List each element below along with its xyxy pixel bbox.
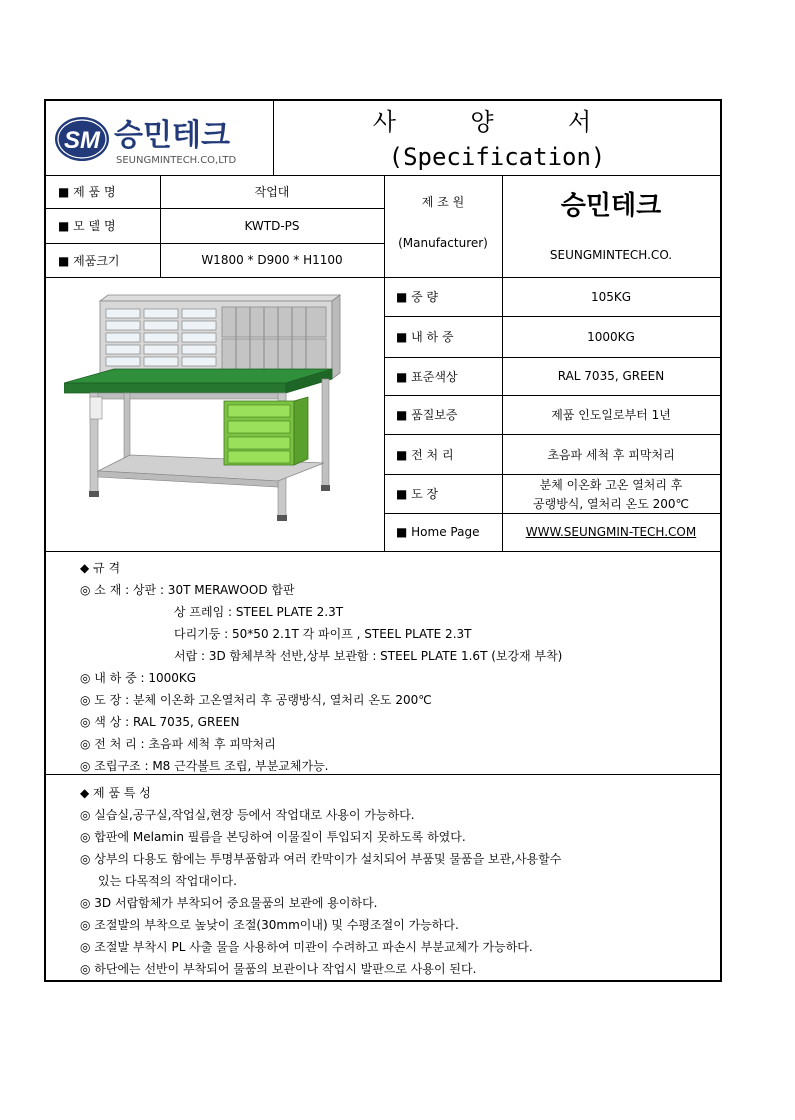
spec-line-color: ◎ 색 상 : RAL 7035, GREEN — [80, 715, 240, 729]
spec-line-legs: 다리기둥 : 50*50 2.1T 각 파이프 , STEEL PLATE 2.3T — [174, 627, 472, 641]
spec-value-load: 1000KG — [587, 329, 635, 344]
feature-line: ◎ 합판에 Melamin 필름을 본딩하여 이물질이 투입되지 못하도록 하였다. — [80, 830, 466, 844]
workbench-image — [64, 291, 374, 531]
spec-section-heading: ◆ 규 격 — [80, 561, 121, 575]
size-value: W1800 * D900 * H1100 — [201, 253, 343, 267]
feature-line: ◎ 조절발의 부착으로 높낮이 조절(30mm이내) 및 수평조절이 가능하다. — [80, 918, 459, 932]
spec-value-weight: 105KG — [590, 289, 632, 304]
spec-label-load: ■ 내 하 중 — [396, 330, 454, 344]
spec-line-assembly: ◎ 조립구조 : M8 근각볼트 조립, 부분교체가능. — [80, 759, 329, 773]
product-name-label: ■ 제 품 명 — [58, 185, 116, 199]
manufacturer-label: 제 조 원 — [421, 194, 465, 209]
spec-label-color: ■ 표준색상 — [396, 369, 458, 384]
feature-line: ◎ 3D 서랍함체가 부착되어 중요물품의 보관에 용이하다. — [80, 896, 378, 910]
svg-text:SM: SM — [64, 127, 100, 154]
size-label: ■ 제품크기 — [58, 253, 120, 268]
spec-line-pretreat: ◎ 전 처 리 : 초음파 세척 후 피막처리 — [80, 737, 276, 751]
manufacturer-label-en: (Manufacturer) — [398, 236, 488, 250]
spec-line-load: ◎ 내 하 중 : 1000KG — [80, 671, 197, 685]
features-heading: ◆ 제 품 특 성 — [80, 786, 151, 800]
svg-text:승민테크: 승민테크 — [114, 118, 230, 153]
manufacturer-name: 승민테크 — [560, 190, 662, 221]
divider — [46, 774, 720, 775]
spec-value-pretreat: 초음파 세척 후 피막처리 — [547, 447, 675, 462]
spec-value-coating-1: 분체 이온화 고온 열처리 후 — [539, 477, 683, 492]
title-english: (Specification) — [388, 143, 606, 171]
spec-line-frame: 상 프레임 : STEEL PLATE 2.3T — [174, 605, 344, 619]
spec-line-coating: ◎ 도 장 : 분체 이온화 고온열처리 후 공랭방식, 열처리 온도 200℃ — [80, 693, 432, 707]
spec-label-weight: ■ 중 량 — [396, 290, 439, 304]
manufacturer-name-en: SEUNGMINTECH.CO. — [549, 248, 673, 262]
title-korean: 사 양 서 — [372, 107, 622, 136]
feature-line: ◎ 조절발 부착시 PL 사출 물을 사용하여 미관이 수려하고 파손시 부분교체가 가능하다. — [80, 940, 533, 954]
feature-line: ◎ 하단에는 선반이 부착되어 물품의 보관이나 작업시 발판으로 사용이 된다. — [80, 962, 477, 976]
svg-text:SEUNGMINTECH.CO,LTD: SEUNGMINTECH.CO,LTD — [116, 155, 237, 166]
spec-label-coating: ■ 도 장 — [396, 487, 439, 501]
company-logo — [52, 109, 272, 169]
product-name-value: 작업대 — [254, 185, 290, 199]
spec-value-warranty: 제품 인도일로부터 1년 — [551, 408, 671, 422]
divider — [46, 551, 720, 552]
spec-value-color: RAL 7035, GREEN — [557, 369, 665, 383]
spec-value-coating-2: 공랭방식, 열처리 온도 200℃ — [533, 497, 689, 511]
spec-sheet — [44, 99, 722, 982]
spec-label-warranty: ■ 품질보증 — [396, 408, 458, 422]
model-name-value: KWTD-PS — [244, 218, 300, 233]
spec-label-pretreat: ■ 전 처 리 — [396, 447, 454, 462]
spec-line-drawer: 서랍 : 3D 함체부착 선반,상부 보관함 : STEEL PLATE 1.6T (보강재 부착) — [174, 649, 563, 663]
feature-line: 있는 다목적의 작업대이다. — [98, 874, 237, 888]
feature-line: ◎ 실습실,공구실,작업실,현장 등에서 작업대로 사용이 가능하다. — [80, 808, 415, 822]
spec-label-homepage: ■ Home Page — [396, 525, 480, 539]
spec-line-material: ◎ 소 재 : 상판 : 30T MERAWOOD 합판 — [80, 583, 295, 597]
feature-line: ◎ 상부의 다용도 함에는 투명부품함과 여러 칸막이가 설치되어 부품및 물품을 보관,사용할수 — [80, 852, 562, 866]
homepage-link[interactable]: WWW.SEUNGMIN-TECH.COM — [525, 525, 697, 539]
model-name-label: ■ 모 델 명 — [58, 219, 116, 233]
